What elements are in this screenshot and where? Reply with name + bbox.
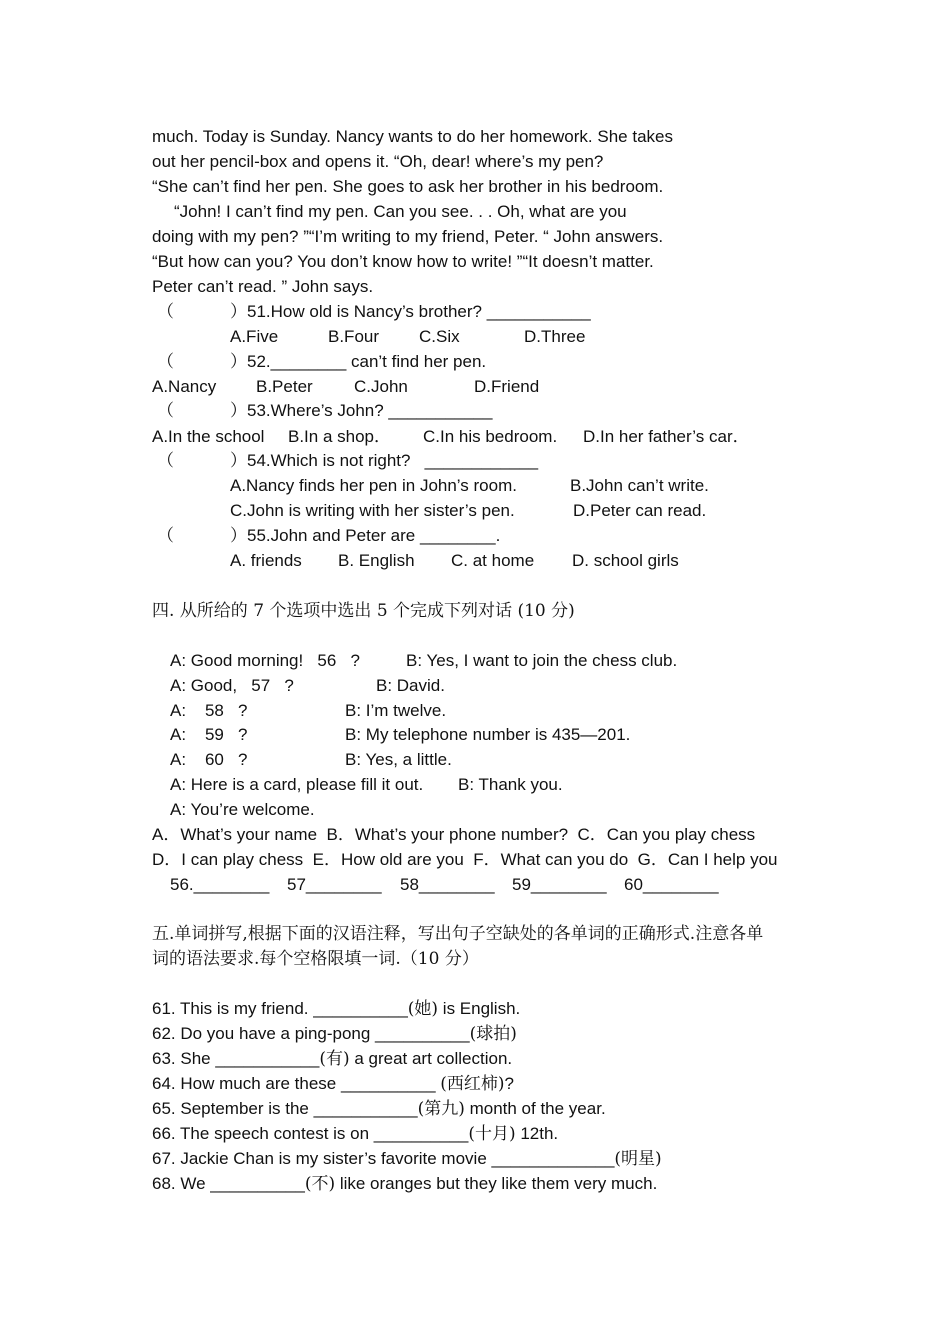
- passage-line: doing with my pen? ”“I’m writing to my friend, Peter. “ John answers.: [152, 227, 664, 246]
- passage-line: “But how can you? You don’t know how to write! ”“It doesn’t matter.: [152, 252, 654, 271]
- spelling-item-63: 63. She ___________(有) a great art collection.: [152, 1049, 513, 1069]
- dialogue-a: A: You’re welcome.: [170, 800, 315, 819]
- answer-paren: （: [157, 352, 174, 371]
- spelling-item-67: 67. Jackie Chan is my sister’s favorite movie _____________(明星): [152, 1149, 662, 1169]
- dialogue-a: A: 60 ?: [170, 750, 248, 769]
- option-52-c: C.John: [354, 377, 408, 396]
- question-53: ）53.Where’s John? ___________: [230, 401, 493, 420]
- spelling-item-65: 65. September is the ___________(第九) month of the year.: [152, 1099, 606, 1119]
- option-51-c: C.Six: [419, 327, 460, 346]
- spelling-item-68: 68. We __________(不) like oranges but they like them very much.: [152, 1174, 658, 1194]
- dialogue-b: B: Thank you.: [458, 775, 563, 794]
- section-4-heading: 四. 从所给的 7 个选项中选出 5 个完成下列对话 (10 分): [152, 601, 575, 621]
- option-51-d: D.Three: [524, 327, 586, 346]
- option-53-b: B.In a shop．: [288, 427, 392, 446]
- answer-blank-58: 58________: [400, 875, 495, 894]
- answer-paren: （: [157, 451, 174, 470]
- option-55-a: A. friends: [230, 551, 302, 570]
- passage-line: out her pencil-box and opens it. “Oh, dear! where’s my pen?: [152, 152, 604, 171]
- option-53-c: C.In his bedroom.: [423, 427, 558, 446]
- option-51-b: B.Four: [328, 327, 380, 346]
- option-53-a: A.In the school: [152, 427, 265, 446]
- passage-line: “John! I can’t find my pen. Can you see. . . Oh, what are you: [174, 202, 627, 221]
- passage-line: much. Today is Sunday. Nancy wants to do her homework. She takes: [152, 127, 673, 146]
- question-55: ）55.John and Peter are ________.: [230, 526, 501, 545]
- option-52-d: D.Friend: [474, 377, 540, 396]
- option-55-d: D. school girls: [572, 551, 679, 570]
- question-52: ）52.________ can’t find her pen.: [230, 352, 487, 371]
- dialogue-b: B: Yes, I want to join the chess club.: [406, 651, 678, 670]
- dialogue-b: B: My telephone number is 435—201.: [345, 725, 631, 744]
- options-line: A．What’s your name B．What’s your phone number? C．Can you play chess: [152, 825, 756, 844]
- option-54-a: A.Nancy finds her pen in John’s room.: [230, 476, 517, 495]
- spelling-item-64: 64. How much are these __________ (西红柿)?: [152, 1074, 514, 1094]
- section-5-heading: 词的语法要求.每个空格限填一词.（10 分）: [152, 949, 479, 969]
- dialogue-b: B: I’m twelve.: [345, 701, 447, 720]
- spelling-item-62: 62. Do you have a ping-pong __________(球拍): [152, 1024, 517, 1044]
- option-54-d: D.Peter can read.: [573, 501, 707, 520]
- option-52-b: B.Peter: [256, 377, 313, 396]
- passage-line: Peter can’t read. ” John says.: [152, 277, 374, 296]
- option-55-b: B. English: [338, 551, 415, 570]
- dialogue-a: A: 59 ?: [170, 725, 248, 744]
- dialogue-a: A: Here is a card, please fill it out.: [170, 775, 424, 794]
- dialogue-a: A: 58 ?: [170, 701, 248, 720]
- options-line: D．I can play chess E．How old are you F．What can you do G．Can I help you: [152, 850, 778, 869]
- dialogue-a: A: Good morning! 56 ?: [170, 651, 360, 670]
- option-53-d: D.In her father’s car．: [583, 427, 750, 446]
- answer-blank-59: 59________: [512, 875, 607, 894]
- spelling-item-66: 66. The speech contest is on __________(十月) 12th.: [152, 1124, 559, 1144]
- section-5-heading: 五.单词拼写,根据下面的汉语注释，写出句子空缺处的各单词的正确形式.注意各单: [152, 924, 764, 944]
- answer-paren: （: [157, 401, 174, 420]
- option-54-b: B.John can’t write.: [570, 476, 709, 495]
- answer-blank-56: 56.________: [170, 875, 270, 894]
- answer-paren: （: [157, 526, 174, 545]
- question-51: ）51.How old is Nancy’s brother? ___________: [230, 302, 591, 321]
- spelling-item-61: 61. This is my friend. __________(她) is English.: [152, 999, 521, 1019]
- option-55-c: C. at home: [451, 551, 535, 570]
- answer-blank-60: 60________: [624, 875, 719, 894]
- option-54-c: C.John is writing with her sister’s pen.: [230, 501, 515, 520]
- dialogue-a: A: Good, 57 ?: [170, 676, 294, 695]
- dialogue-b: B: David.: [376, 676, 445, 695]
- answer-paren: （: [157, 302, 174, 321]
- question-54: ）54.Which is not right? ____________: [230, 451, 539, 470]
- option-52-a: A.Nancy: [152, 377, 217, 396]
- answer-blank-57: 57________: [287, 875, 382, 894]
- passage-line: “She can’t find her pen. She goes to ask her brother in his bedroom.: [152, 177, 664, 196]
- option-51-a: A.Five: [230, 327, 279, 346]
- dialogue-b: B: Yes, a little.: [345, 750, 452, 769]
